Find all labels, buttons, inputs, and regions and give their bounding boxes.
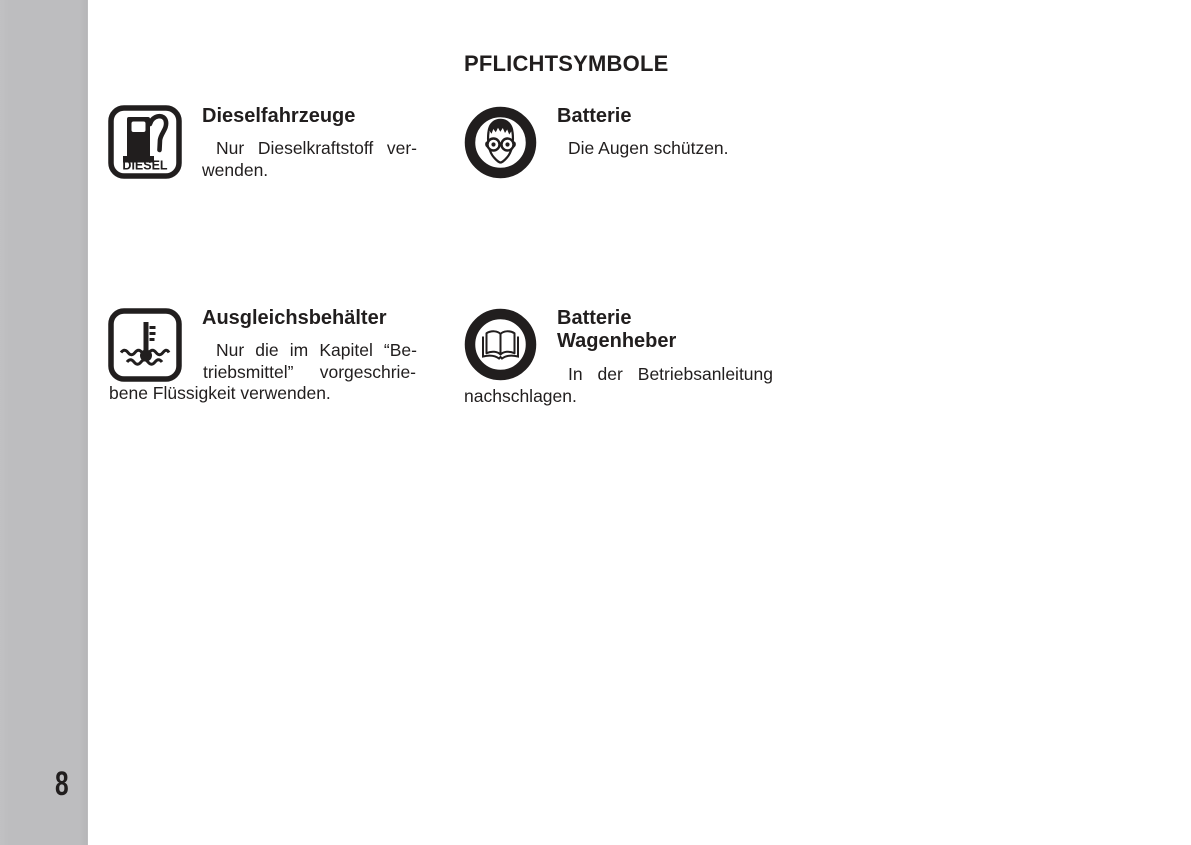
- eye-protection-icon: [464, 106, 537, 179]
- page-number: 8: [55, 765, 69, 803]
- entry-heading: Batterie: [557, 307, 632, 329]
- entry-body-line: nachschlagen.: [464, 386, 577, 406]
- page-title: PFLICHTSYMBOLE: [464, 51, 669, 76]
- entry-heading: Wagenheber: [557, 330, 677, 352]
- entry-body-line: Die Augen schützen.: [568, 138, 729, 158]
- diesel-pump-icon: [108, 105, 182, 179]
- coolant-expansion-tank-icon: [108, 308, 182, 382]
- entry-body-line: wenden.: [202, 160, 269, 180]
- entry-body-line: Nur Dieselkraftstoff ver-: [216, 138, 417, 158]
- entry-heading: Ausgleichsbehälter: [202, 307, 387, 329]
- entry-body-line: In der Betriebsanleitung: [568, 364, 773, 384]
- entry-heading: Dieselfahrzeuge: [202, 105, 356, 127]
- diesel-icon-label: DIESEL: [122, 158, 168, 173]
- owners-manual-book-icon: [464, 308, 537, 381]
- entry-body-line: Nur die im Kapitel “Be-: [216, 340, 417, 360]
- binding-strip: [0, 0, 88, 845]
- entry-heading: Batterie: [557, 105, 632, 127]
- entry-body-line: bene Flüssigkeit verwenden.: [109, 383, 331, 403]
- entry-body-line: triebsmittel” vorgeschrie-: [203, 362, 416, 382]
